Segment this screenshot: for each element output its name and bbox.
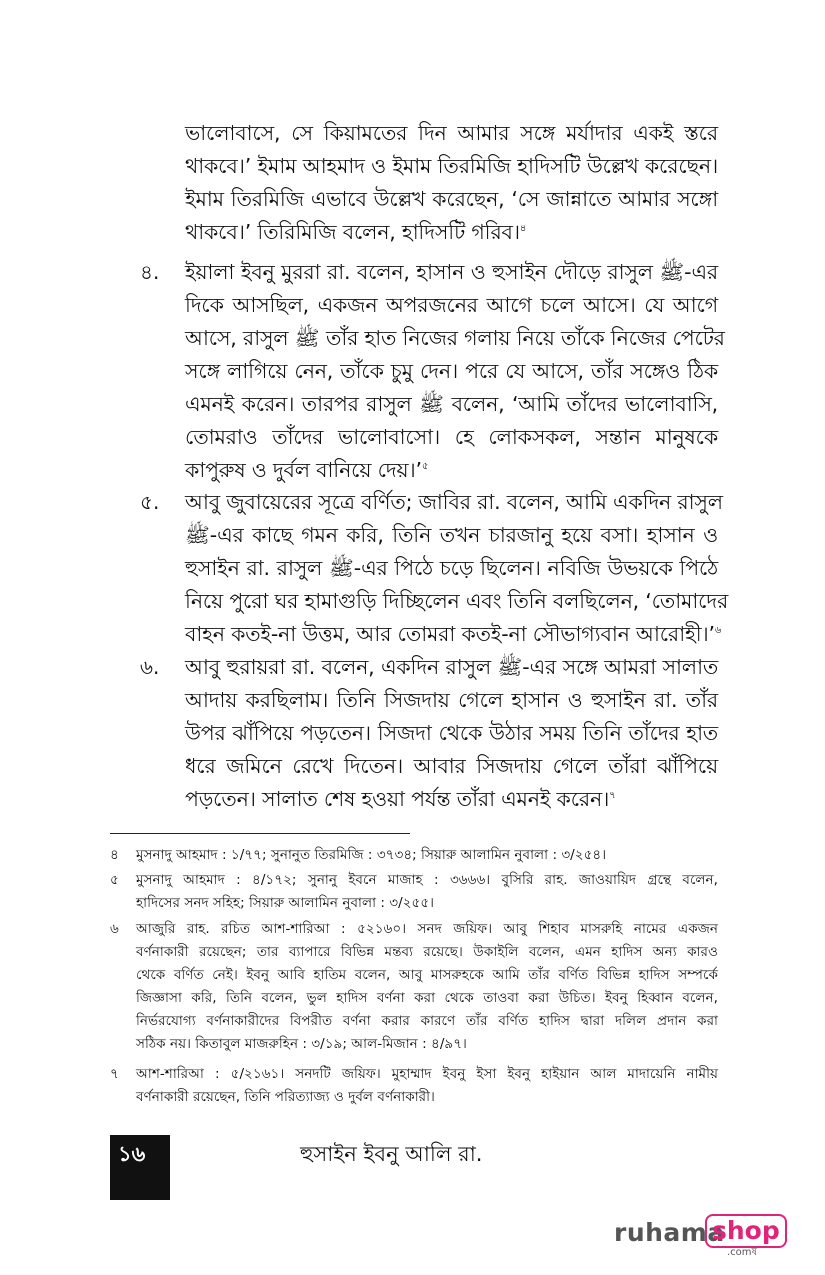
text-line: আদায় করছিলাম। তিনি সিজদায় গেলে হাসান ও হুসাইন রা. তাঁর xyxy=(185,688,718,712)
text-line: এমনই করেন। তারপর রাসুল ﷺ বলেন, ‘আমি তাঁদের ভালোবাসি, xyxy=(185,392,718,416)
footnote-line: মুসনাদু আহমাদ : ৪/১৭২; সুনানু ইবনে মাজাহ : ৩৬৬৬। বুসিরি রাহ. জাওয়ায়িদ গ্রন্থে বলেন, xyxy=(136,872,718,888)
text-line: দিকে আসছিল, একজন অপরজনের আগে চলে আসে। যে আগে xyxy=(185,293,718,317)
footnote-ref: ৪ xyxy=(519,223,527,235)
item-paragraph xyxy=(185,256,725,487)
text-line: আবু হুরায়রা রা. বলেন, একদিন রাসুল ﷺ-এর সঙ্গে আমরা সালাত xyxy=(185,655,718,679)
footnote-number: ৭ xyxy=(110,1066,119,1082)
text-line: আবু জুবায়েরের সূত্রে বর্ণিত; জাবির রা. বলেন, আমি একদিন রাসুল xyxy=(185,490,723,514)
text-line: তোমরাও তাঁদের ভালোবাসো। হে লোকসকল, সন্তান মানুষকে xyxy=(185,425,718,449)
logo-text-com: .comষ xyxy=(727,1247,758,1258)
footnote-line: হাদিসের সনদ সহিহ; সিয়ারু আলামিন নুবালা : ৩/২৫৫। xyxy=(136,895,435,911)
footnote-line: বর্ণনাকারী রয়েছেন, তিনি পরিত্যাজ্য ও দুর্বল বর্ণনাকারী। xyxy=(136,1089,435,1105)
footnote-line: জিজ্ঞাসা করি, তিনি বলেন, ভুল হাদিস বর্ণনা করা থেকে তাওবা করা উচিত। ইবনু হিব্বান বলেন, xyxy=(136,990,718,1006)
text-line: নিয়ে পুরো ঘর হামাগুড়ি দিচ্ছিলেন এবং তিনি বলছিলেন, ‘তোমাদের xyxy=(185,589,729,613)
item-number: ৪. xyxy=(140,260,160,284)
text-line: পড়তেন। সালাত শেষ হওয়া পর্যন্ত তাঁরা এমনই করেন।$^৭$ xyxy=(185,787,616,811)
text-line: ﷺ-এর কাছে গমন করি, তিনি তখন চারজানু হয়ে বসা। হাসান ও xyxy=(185,523,718,547)
intro-paragraph xyxy=(185,117,718,249)
text-line: থাকবে।’ তিরিমিজি বলেন, হাদিসটি গরিব।$^৪$ xyxy=(185,220,527,244)
item-paragraph xyxy=(185,486,729,651)
text-line: উপর ঝাঁপিয়ে পড়তেন। সিজদা থেকে উঠার সময় তিনি তাঁদের হাত xyxy=(185,721,718,745)
item-number: ৬. xyxy=(140,655,160,679)
footnote-line: মুসনাদু আহমাদ : ১/৭৭; সুনানুত তিরমিজি : ৩৭৩৪; সিয়ারু আলামিন নুবালা : ৩/২৫৪। xyxy=(136,847,607,863)
text-line: থাকবে।’ ইমাম আহমাদ ও ইমাম তিরমিজি হাদিসটি উল্লেখ করেছেন। xyxy=(185,154,718,178)
page-number-box xyxy=(110,1135,170,1200)
text-line: ধরে জমিনে রেখে দিতেন। আবার সিজদায় গেলে তাঁরা ঝাঁপিয়ে xyxy=(185,754,718,778)
footnote-divider xyxy=(110,833,410,834)
ruhamashop-logo xyxy=(614,1212,779,1262)
text-line: বাহন কতই-না উত্তম, আর তোমরা কতই-না সৌভাগ্যবান আরোহী।’$^৬$ xyxy=(185,622,722,646)
logo-text-ruhama: ruhama xyxy=(614,1218,725,1247)
item-number: ৫. xyxy=(140,490,160,514)
footnote-line: থেকে বর্ণিত নেই। ইবনু আবি হাতিম বলেন, আবু মাসরুহকে আমি তাঁর বর্ণিত বিভিন্ন হাদিস সম্পর্কে xyxy=(136,967,718,983)
text-line: হুসাইন রা. রাসুল ﷺ-এর পিঠে চড়ে ছিলেন। নবিজি উভয়কে পিঠে xyxy=(185,556,718,580)
footnote-ref: ৬ xyxy=(714,625,722,637)
footnote-number: ৫ xyxy=(110,872,119,888)
text-line: ভালোবাসে, সে কিয়ামতের দিন আমার সঙ্গে মর্যাদার একই স্তরে xyxy=(185,121,718,145)
text-line: আসে, রাসুল ﷺ তাঁর হাত নিজের গলায় নিয়ে তাঁকে নিজের পেটের xyxy=(185,326,725,350)
footnote-line: সঠিক নয়। কিতাবুল মাজরুহিন : ৩/১৯; আল-মিজান : ৪/৯৭। xyxy=(136,1036,467,1052)
text-line: ইমাম তিরমিজি এভাবে উল্লেখ করেছেন, ‘সে জান্নাতে আমার সঙ্গো xyxy=(185,187,718,211)
text-line: সঙ্গে লাগিয়ে নেন, তাঁকে চুমু দেন। পরে যে আসে, তাঁর সঙ্গেও ঠিক xyxy=(185,359,718,383)
text-line: কাপুরুষ ও দুর্বল বানিয়ে দেয়।’$^৫$ xyxy=(185,458,429,482)
running-title: হুসাইন ইবনু আলি রা. xyxy=(300,1142,483,1166)
footnote-line: বর্ণনাকারী রয়েছেন; তার ব্যাপারে বিভিন্ন মন্তব্য রয়েছে। উকাইলি বলেন, এমন হাদিস অন্য কারও xyxy=(136,944,718,960)
page-number: ১৬ xyxy=(118,1142,146,1166)
footnote-ref: ৭ xyxy=(609,790,616,802)
footnote-line: আশ-শারিআ : ৫/২১৬১। সনদটি জয়িফ। মুহাম্মাদ ইবনু ইসা ইবনু হাইয়ান আল মাদায়েনি নামীয় xyxy=(136,1066,718,1082)
footnote-number: ৬ xyxy=(110,921,119,937)
item-paragraph xyxy=(185,651,718,816)
footnote-number: ৪ xyxy=(110,847,119,863)
footnote-ref: ৫ xyxy=(421,461,429,473)
text-line: ইয়ালা ইবনু মুররা রা. বলেন, হাসান ও হুসাইন দৌড়ে রাসুল ﷺ-এর xyxy=(185,260,718,284)
footnote-line: নির্ভরযোগ্য বর্ণনাকারীদের বিপরীত বর্ণনা করার কারণে তাঁর বর্ণিত হাদিস দ্বারা দলিল প্রদান করা xyxy=(136,1013,718,1029)
footnote-line: আজুরি রাহ. রচিত আশ-শারিআ : ৫২১৬০। সনদ জয়িফ। আবু শিহাব মাসরুহি নামের একজন xyxy=(136,921,718,937)
logo-text-shop: shop xyxy=(705,1214,787,1248)
